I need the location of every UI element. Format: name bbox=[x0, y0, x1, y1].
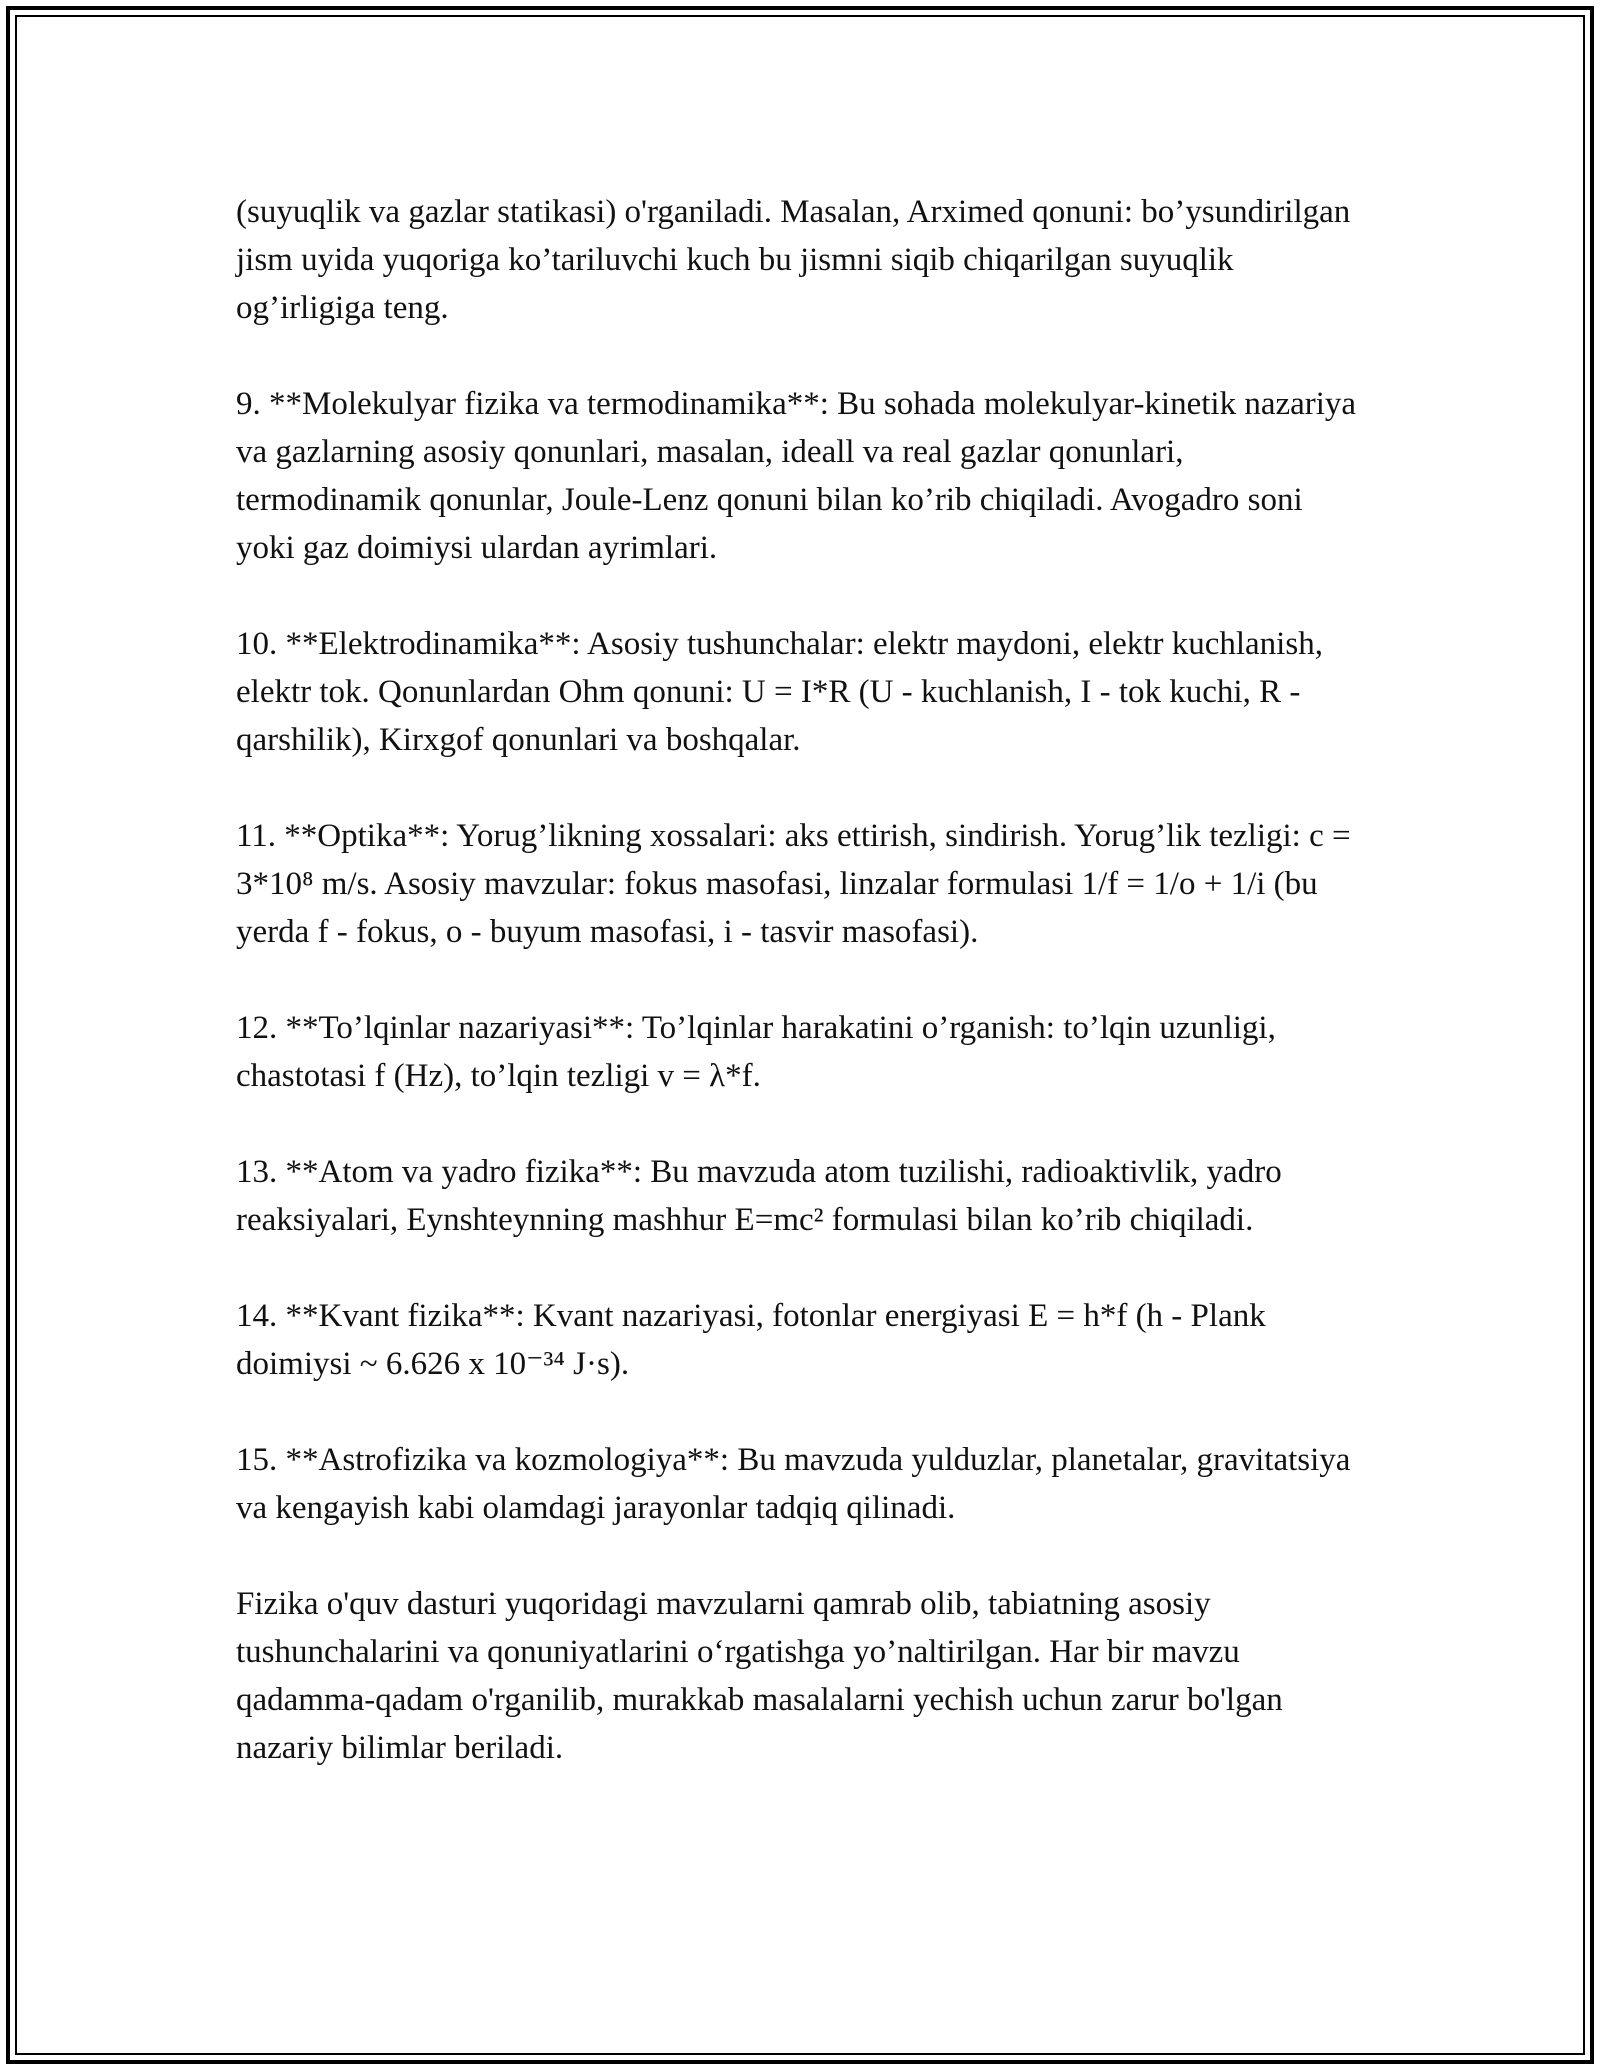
paragraph-optics: 11. **Optika**: Yorug’likning xossalari: aks ettirish, sindirish. Yorug’lik tezligi: c = 3*10⁸ m/s. Asosiy mavzular: fokus masofasi, linzalar formulasi 1/f = 1/o + 1/i (bu yerda f - fokus, o - buyum masofasi, i - tasvir masofasi). bbox=[236, 818, 1351, 950]
paragraph-conclusion: Fizika o'quv dasturi yuqoridagi mavzularni qamrab olib, tabiatning asosiy tushunchalarini va qonuniyatlarini o‘rgatishga yo’naltirilgan. Har bir mavzu qadamma-qadam o'rganilib, murakkab masalalarni yechish uchun zarur bo'lgan nazariy bilimlar beriladi. bbox=[236, 1586, 1283, 1766]
paragraph-atomic-nuclear-physics: 13. **Atom va yadro fizika**: Bu mavzuda atom tuzilishi, radioaktivlik, yadro reaksiyalari, Eynshteynning mashhur E=mc² formulasi bilan ko’rib chiqiladi. bbox=[236, 1154, 1282, 1238]
paragraph-astrophysics: 15. **Astrofizika va kozmologiya**: Bu mavzuda yulduzlar, planetalar, gravitatsiya va kengayish kabi olamdagi jarayonlar tadqiq qilinadi. bbox=[236, 1442, 1351, 1526]
paragraph-wave-theory: 12. **To’lqinlar nazariyasi**: To’lqinlar harakatini o’rganish: to’lqin uzunligi, chastotasi f (Hz), to’lqin tezligi v = λ*f. bbox=[236, 1010, 1276, 1094]
paragraph-electrodynamics: 10. **Elektrodinamika**: Asosiy tushunchalar: elektr maydoni, elektr kuchlanish, elektr tok. Qonunlardan Ohm qonuni: U = I*R (U - kuchlanish, I - tok kuchi, R - qarshilik), Kirxgof qonunlari va boshqalar. bbox=[236, 626, 1323, 758]
paragraph-hydrostatics-continuation: (suyuqlik va gazlar statikasi) o'rganiladi. Masalan, Arximed qonuni: bo’ysundirilgan jism uyida yuqoriga ko’tariluvchi kuch bu jismni siqib chiqarilgan suyuqlik og’irligiga teng. bbox=[236, 194, 1351, 326]
document-body bbox=[236, 188, 1366, 1772]
paragraph-molecular-physics: 9. **Molekulyar fizika va termodinamika**: Bu sohada molekulyar-kinetik nazariya va gazlarning asosiy qonunlari, masalan, ideall va real gazlar qonunlari, termodinamik qonunlar, Joule-Lenz qonuni bilan ko’rib chiqiladi. Avogadro soni yoki gaz doimiysi ulardan ayrimlari. bbox=[236, 386, 1357, 566]
paragraph-quantum-physics: 14. **Kvant fizika**: Kvant nazariyasi, fotonlar energiyasi E = h*f (h - Plank doimiysi ~ 6.626 x 10⁻³⁴ J·s). bbox=[236, 1298, 1266, 1382]
